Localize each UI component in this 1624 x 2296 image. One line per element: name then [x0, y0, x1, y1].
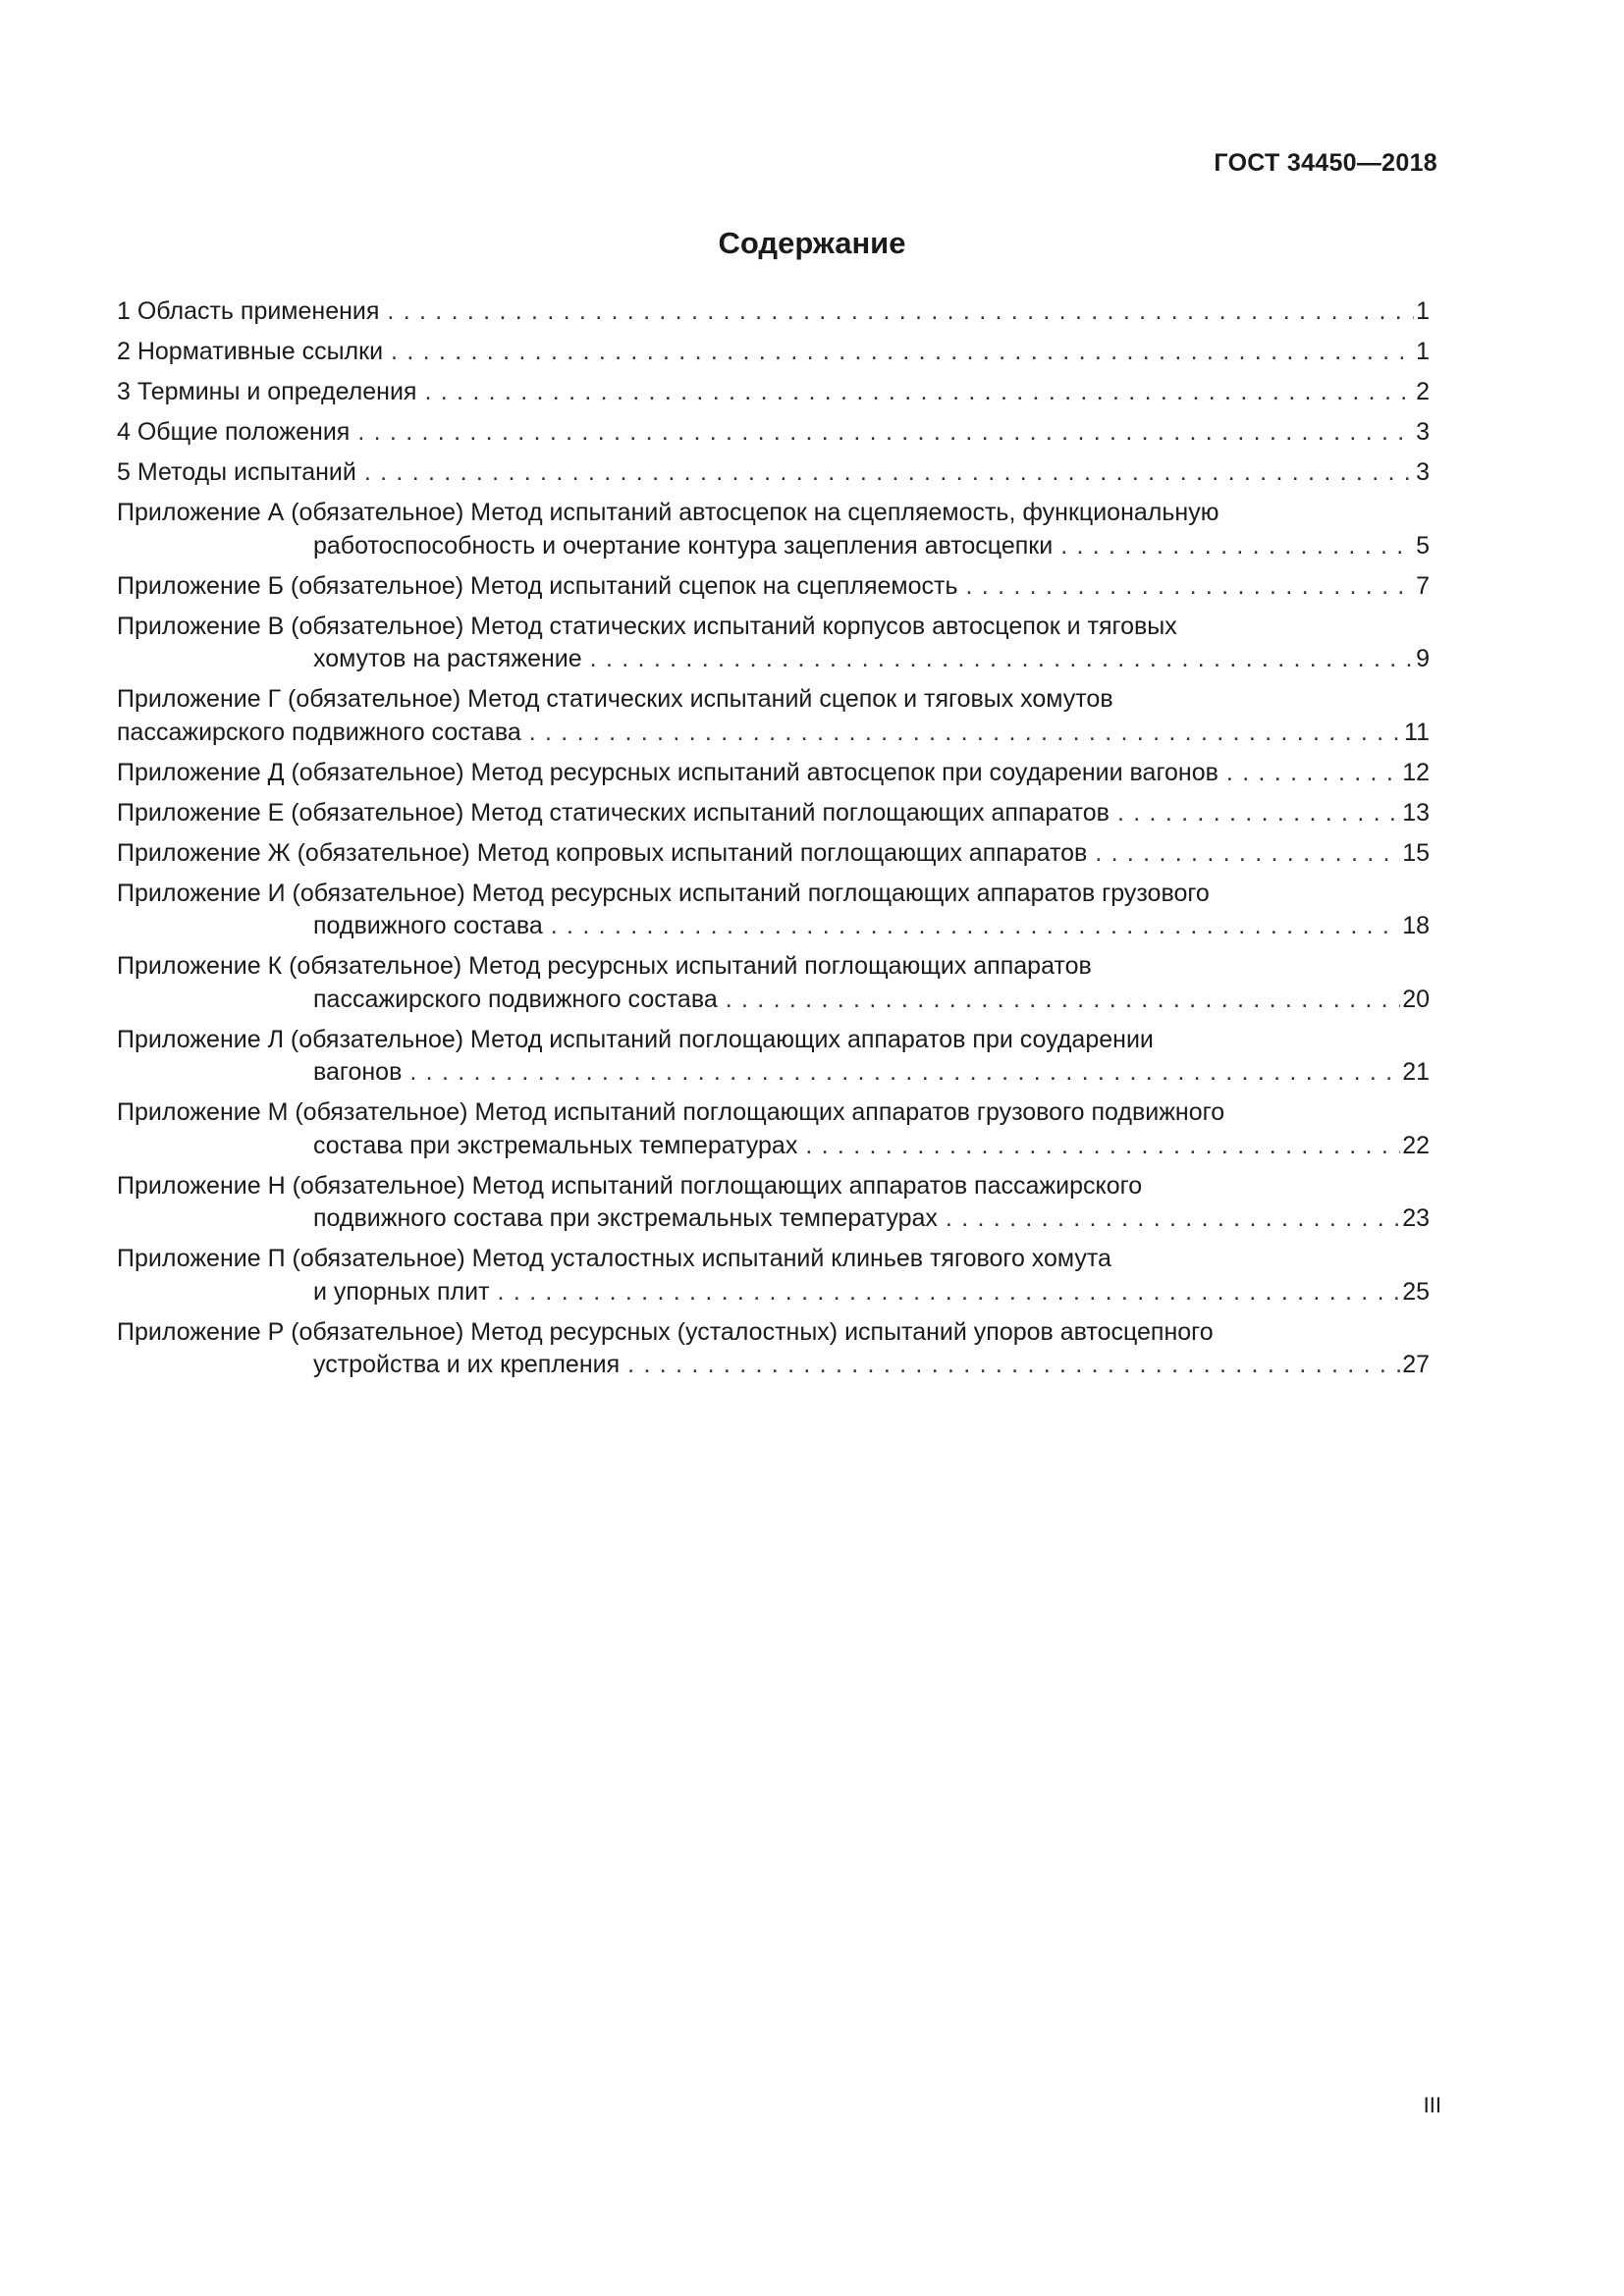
toc-entry[interactable]	[117, 611, 1430, 676]
toc-entry[interactable]	[117, 295, 1430, 329]
dot-leader	[551, 910, 1400, 943]
toc-entry-title-line1: Приложение А (обязательное) Метод испытаний автосцепок на сцепляемость, функциональную	[117, 499, 1219, 526]
toc-entry-page: 11	[1404, 718, 1430, 746]
dot-leader	[498, 1276, 1401, 1309]
toc-entry[interactable]	[117, 683, 1430, 749]
toc-entry-title: 1 Область применения	[117, 297, 380, 325]
toc-entry-page: 7	[1416, 571, 1430, 600]
dot-leader	[529, 717, 1402, 750]
toc-entry-title-line1: Приложение К (обязательное) Метод ресурсных испытаний поглощающих аппаратов	[117, 952, 1092, 980]
toc-entry-title-line1: Приложение Л (обязательное) Метод испытаний поглощающих аппаратов при соударении	[117, 1025, 1154, 1053]
toc-entry-title-line1: Приложение И (обязательное) Метод ресурсных испытаний поглощающих аппаратов грузового	[117, 879, 1210, 907]
toc-entry-title-line1: Приложение П (обязательное) Метод усталостных испытаний клиньев тягового хомута	[117, 1245, 1111, 1272]
toc-entry-title: Приложение Е (обязательное) Метод статических испытаний поглощающих аппаратов	[117, 798, 1110, 827]
dot-leader	[364, 456, 1414, 490]
toc-entry-page: 15	[1402, 838, 1430, 867]
toc-entry[interactable]	[117, 416, 1430, 450]
toc-entry-page: 5	[1416, 531, 1430, 560]
dot-leader	[946, 1202, 1400, 1236]
toc-entry[interactable]	[117, 757, 1430, 790]
toc-entry[interactable]	[117, 950, 1430, 1016]
toc-entry-page: 13	[1402, 798, 1430, 827]
toc-entry-title-line1: Приложение Н (обязательное) Метод испытаний поглощающих аппаратов пассажирского	[117, 1171, 1143, 1200]
table-of-contents	[117, 295, 1430, 1389]
dot-leader	[1095, 837, 1400, 871]
toc-entry-title-line2: подвижного состава	[313, 912, 543, 939]
toc-entry-title: 4 Общие положения	[117, 418, 351, 446]
page-number: III	[1423, 2093, 1441, 2117]
toc-entry[interactable]	[117, 837, 1430, 871]
dot-leader	[1060, 530, 1414, 563]
dot-leader	[409, 1056, 1400, 1090]
toc-entry-page: 1	[1416, 297, 1430, 325]
toc-entry[interactable]	[117, 456, 1430, 490]
toc-entry-title-line2: и упорных плит	[313, 1277, 490, 1306]
toc-entry-page: 25	[1402, 1277, 1430, 1306]
dot-leader	[726, 984, 1400, 1017]
toc-entry-page: 12	[1402, 758, 1430, 786]
toc-entry[interactable]	[117, 1024, 1430, 1090]
dot-leader	[1117, 797, 1400, 830]
toc-entry-title-line2: вагонов	[313, 1058, 403, 1086]
toc-entry-page: 9	[1416, 645, 1430, 672]
toc-entry-title-line2: работоспособность и очертание контура зацепления автосцепки	[313, 531, 1054, 560]
toc-entry-title-line1: Приложение В (обязательное) Метод статических испытаний корпусов автосцепок и тяговых	[117, 612, 1177, 640]
dot-leader	[424, 376, 1414, 409]
toc-entry[interactable]	[117, 570, 1430, 604]
toc-entry-page: 1	[1416, 338, 1430, 365]
toc-entry-title-line2: состава при экстремальных температурах	[313, 1131, 798, 1159]
toc-entry-page: 20	[1402, 985, 1430, 1013]
toc-entry[interactable]	[117, 797, 1430, 830]
dot-leader	[387, 295, 1414, 329]
toc-entry-title-line1: Приложение Р (обязательное) Метод ресурсных (усталостных) испытаний упоров автосцепного	[117, 1317, 1214, 1346]
toc-entry[interactable]	[117, 878, 1430, 943]
standard-code: ГОСТ 34450—2018	[1214, 149, 1437, 177]
toc-entry-page: 23	[1402, 1204, 1430, 1232]
toc-title: Содержание	[718, 226, 906, 260]
toc-entry-title: Приложение Б (обязательное) Метод испытаний сцепок на сцепляемость	[117, 571, 958, 600]
toc-entry-title-line2: пассажирского подвижного состава	[117, 718, 521, 746]
dot-leader	[590, 643, 1414, 676]
toc-entry-title-line2: пассажирского подвижного состава	[313, 985, 718, 1013]
toc-entry-title-line1: Приложение М (обязательное) Метод испытаний поглощающих аппаратов грузового подвижного	[117, 1098, 1225, 1126]
toc-entry-page: 18	[1402, 912, 1430, 939]
toc-entry-page: 21	[1402, 1058, 1430, 1086]
dot-leader	[391, 336, 1414, 369]
toc-entry[interactable]	[117, 376, 1430, 409]
toc-entry-title: 3 Термины и определения	[117, 378, 417, 405]
dot-leader	[627, 1349, 1400, 1382]
toc-entry-title-line2: хомутов на растяжение	[313, 645, 582, 672]
toc-entry[interactable]	[117, 1316, 1430, 1382]
toc-entry[interactable]	[117, 497, 1430, 562]
dot-leader	[965, 570, 1414, 604]
toc-entry[interactable]	[117, 336, 1430, 369]
toc-entry[interactable]	[117, 1243, 1430, 1308]
toc-entry-title: 5 Методы испытаний	[117, 458, 356, 486]
dot-leader	[1226, 757, 1400, 790]
toc-entry-page: 3	[1416, 418, 1430, 446]
toc-entry-page: 2	[1416, 378, 1430, 405]
toc-entry-title-line2: устройства и их крепления	[313, 1351, 621, 1378]
dot-leader	[805, 1130, 1400, 1163]
toc-entry-title-line1: Приложение Г (обязательное) Метод статических испытаний сцепок и тяговых хомутов	[117, 685, 1113, 713]
toc-entry-title: Приложение Ж (обязательное) Метод копровых испытаний поглощающих аппаратов	[117, 838, 1088, 867]
toc-entry[interactable]	[117, 1170, 1430, 1236]
toc-entry-title-line2: подвижного состава при экстремальных температурах	[313, 1204, 938, 1232]
dot-leader	[357, 416, 1414, 450]
toc-entry-page: 3	[1416, 458, 1430, 486]
toc-entry-title: Приложение Д (обязательное) Метод ресурсных испытаний автосцепок при соударении вагонов	[117, 758, 1218, 786]
toc-entry-page: 22	[1402, 1131, 1430, 1159]
toc-entry-title: 2 Нормативные ссылки	[117, 338, 384, 365]
toc-entry[interactable]	[117, 1096, 1430, 1162]
toc-entry-page: 27	[1402, 1351, 1430, 1378]
